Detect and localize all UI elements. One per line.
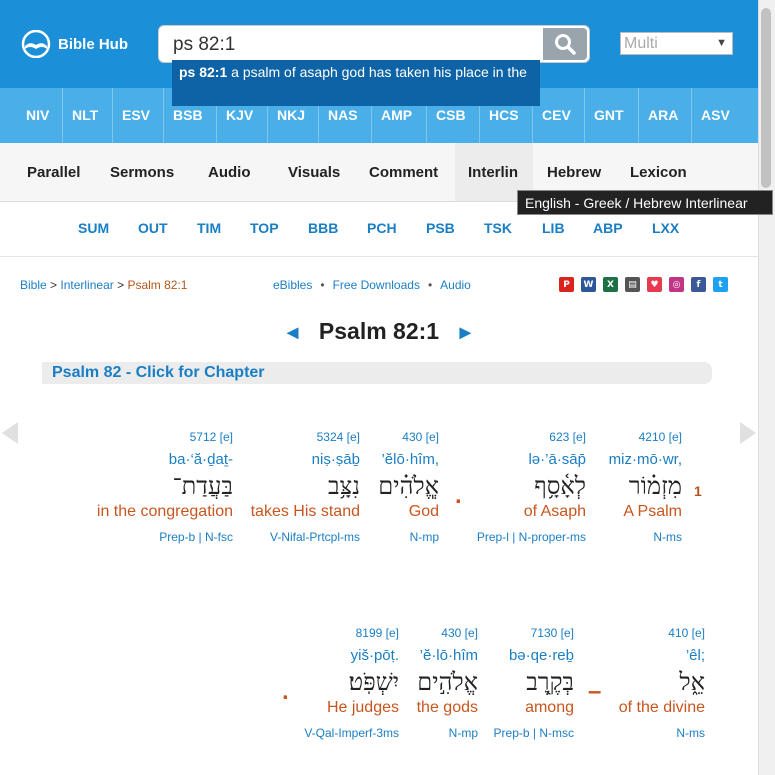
search-icon [553,32,577,56]
verse-number: 1 [694,483,702,499]
parsing[interactable]: V-Qal-Imperf-3ms [304,726,399,740]
version-divider [62,88,63,143]
transliteration[interactable]: bə·qe·reḇ [508,647,574,664]
english-gloss: of Asaph [523,503,586,520]
version-select-value: Multi [624,35,658,52]
print-icon[interactable]: ▤ [625,277,640,292]
page-title: Psalm 82:1 [318,318,440,344]
parsing[interactable]: Prep-b | N-msc [493,726,574,740]
separator-dot: • [320,278,325,292]
ebibles-link[interactable]: eBibles [273,278,313,292]
parsing[interactable]: N-mp [409,530,439,544]
downloads-link[interactable]: Free Downloads [332,278,420,292]
strongs-number[interactable]: 5712 [e] [189,430,233,444]
subnav-sum[interactable]: SUM [78,220,110,236]
strongs-number[interactable]: 623 [e] [549,430,586,444]
english-gloss: He judges [326,699,399,716]
hebrew-word: אֱ‍ֽלֹהִ֗ים [378,472,439,500]
chapter-bar [42,362,712,384]
word-icon[interactable]: W [581,277,596,292]
suggestion-bold: ps 82:1 [179,64,228,80]
version-bsb[interactable]: BSB [173,107,203,123]
version-kjv[interactable]: KJV [226,107,254,123]
logo[interactable] [20,30,128,58]
transliteration[interactable]: ’ĕ·lō·hîm [419,647,478,664]
share-icons [559,277,728,292]
subnav-abp[interactable]: ABP [593,220,623,236]
hebrew-word: נִצָּ֥ב [328,472,360,500]
version-divider [112,88,113,143]
breadcrumb-sep: > [113,278,128,292]
breadcrumb-current: Psalm 82:1 [127,278,188,292]
hebrew-word: אֵ֑ל [679,668,705,696]
transliteration[interactable]: yiš·pōṭ. [350,647,399,664]
transliteration[interactable]: niṣ·ṣāḇ [311,451,360,468]
subnav-tim[interactable]: TIM [197,220,222,236]
version-cev[interactable]: CEV [542,107,571,123]
pocket-icon[interactable]: ♥ [647,277,662,292]
punctuation: . [282,678,289,705]
version-divider [584,88,585,143]
top-links [273,278,471,292]
tab-hebrew[interactable]: Hebrew [547,164,602,181]
subnav-lxx[interactable]: LXX [652,220,680,236]
version-divider [163,88,164,143]
bible-hub-logo-icon [20,30,52,58]
tab-lexicon[interactable]: Lexicon [630,164,687,181]
version-divider [691,88,692,143]
version-csb[interactable]: CSB [436,107,466,123]
prev-verse-arrow[interactable]: ◄ [282,322,303,344]
prev-chapter-arrow-icon[interactable] [0,420,22,446]
punctuation: . [455,482,462,509]
transliteration[interactable]: ba·‘ă·ḏaṯ- [168,451,233,468]
transliteration[interactable]: ’ĕlō·hîm, [381,451,439,468]
hebrew-word: אֱלֹהִ֣ים [417,668,478,696]
subnav-out[interactable]: OUT [138,220,168,236]
parsing[interactable]: N-ms [676,726,705,740]
transliteration[interactable]: miz·mō·wr, [608,451,682,468]
scrollbar-thumb[interactable] [761,8,771,188]
version-nas[interactable]: NAS [328,107,358,123]
version-amp[interactable]: AMP [381,107,413,123]
tab-visuals[interactable]: Visuals [288,164,341,181]
strongs-number[interactable]: 430 [e] [402,430,439,444]
breadcrumb-interlinear[interactable]: Interlinear [60,278,114,292]
version-niv[interactable]: NIV [26,107,50,123]
hebrew-word: לְאָ֫סָ֥ף [534,472,586,500]
interlinear-word [43,430,233,544]
subnav-tsk[interactable]: TSK [484,220,512,236]
version-esv[interactable]: ESV [122,107,151,123]
subnav-pch[interactable]: PCH [367,220,397,236]
version-gnt[interactable]: GNT [594,107,624,123]
english-gloss: A Psalm [623,503,682,520]
tab-audio[interactable]: Audio [208,164,251,181]
tab-interlin[interactable]: Interlin [468,164,519,181]
subnav-lib[interactable]: LIB [542,220,565,236]
search-input-value: ps 82:1 [173,34,236,55]
strongs-number[interactable]: 5324 [e] [316,430,360,444]
strongs-number[interactable]: 4210 [e] [638,430,682,444]
version-nkj[interactable]: NKJ [277,107,306,123]
version-ara[interactable]: ARA [648,107,679,123]
english-gloss: takes His stand [250,503,360,520]
search-suggestion[interactable] [172,60,540,106]
subnav-psb[interactable]: PSB [426,220,455,236]
audio-link[interactable]: Audio [440,278,471,292]
breadcrumb-bible[interactable]: Bible [20,278,47,292]
parsing[interactable]: N-mp [448,726,478,740]
version-select[interactable] [620,32,733,55]
next-verse-arrow[interactable]: ► [455,322,476,344]
breadcrumb [20,278,187,292]
parsing[interactable]: Prep-b | N-fsc [159,530,233,544]
parsing[interactable]: N-ms [653,530,682,544]
twitter-icon[interactable]: t [713,277,728,292]
excel-icon[interactable]: X [603,277,618,292]
pdf-icon[interactable]: P [559,277,574,292]
english-gloss: of the divine [618,699,705,716]
version-asv[interactable]: ASV [701,107,730,123]
chapter-link[interactable]: Psalm 82 - Click for Chapter [52,364,265,381]
tooltip: English - Greek / Hebrew Interlinear [517,190,773,215]
breadcrumb-sep: > [46,278,61,292]
subnav-top[interactable]: TOP [250,220,279,236]
separator-dot: • [427,278,433,292]
page-title-row [0,318,758,345]
chevron-down-icon: ▼ [716,37,727,49]
strongs-number[interactable]: 7130 [e] [530,626,574,640]
suggestion-text: a psalm of asaph god has taken his place in the [227,64,527,80]
version-hcs[interactable]: HCS [489,107,519,123]
facebook-icon[interactable]: f [691,277,706,292]
transliteration[interactable]: lə·’ā·sāp̄ [528,451,586,468]
english-gloss: the gods [416,699,478,716]
hebrew-word: יִשְׁפֹּֽט׃ [348,668,399,696]
hebrew-word: מִזְמ֗וֹר [628,472,682,500]
strongs-number[interactable]: 8199 [e] [355,626,399,640]
hebrew-word: בְּקֶ֖רֶב [526,668,574,696]
punctuation: – [588,678,602,705]
english-gloss: among [525,699,574,716]
logo-text: Bible Hub [58,35,128,53]
english-gloss: in the congregation [96,503,233,520]
search-input[interactable] [158,25,590,63]
version-divider [638,88,639,143]
hebrew-word: בַּעֲדַת־ [172,472,233,500]
tab-sermons[interactable]: Sermons [110,164,175,181]
english-gloss: God [408,503,439,520]
strongs-number[interactable]: 430 [e] [441,626,478,640]
transliteration[interactable]: ’êl; [685,647,705,664]
tab-comment[interactable]: Comment [369,164,439,181]
instagram-icon[interactable]: ◎ [669,277,684,292]
subnav-bbb[interactable]: BBB [308,220,339,236]
parsing[interactable]: V-Nifal-Prtcpl-ms [269,530,360,544]
version-nlt[interactable]: NLT [72,107,99,123]
parsing[interactable]: Prep-l | N-proper-ms [476,530,586,544]
strongs-number[interactable]: 410 [e] [668,626,705,640]
tab-parallel[interactable]: Parallel [27,164,81,181]
search-button[interactable] [543,28,587,60]
interlinear-word [209,626,399,740]
next-chapter-arrow-icon[interactable] [736,420,758,446]
